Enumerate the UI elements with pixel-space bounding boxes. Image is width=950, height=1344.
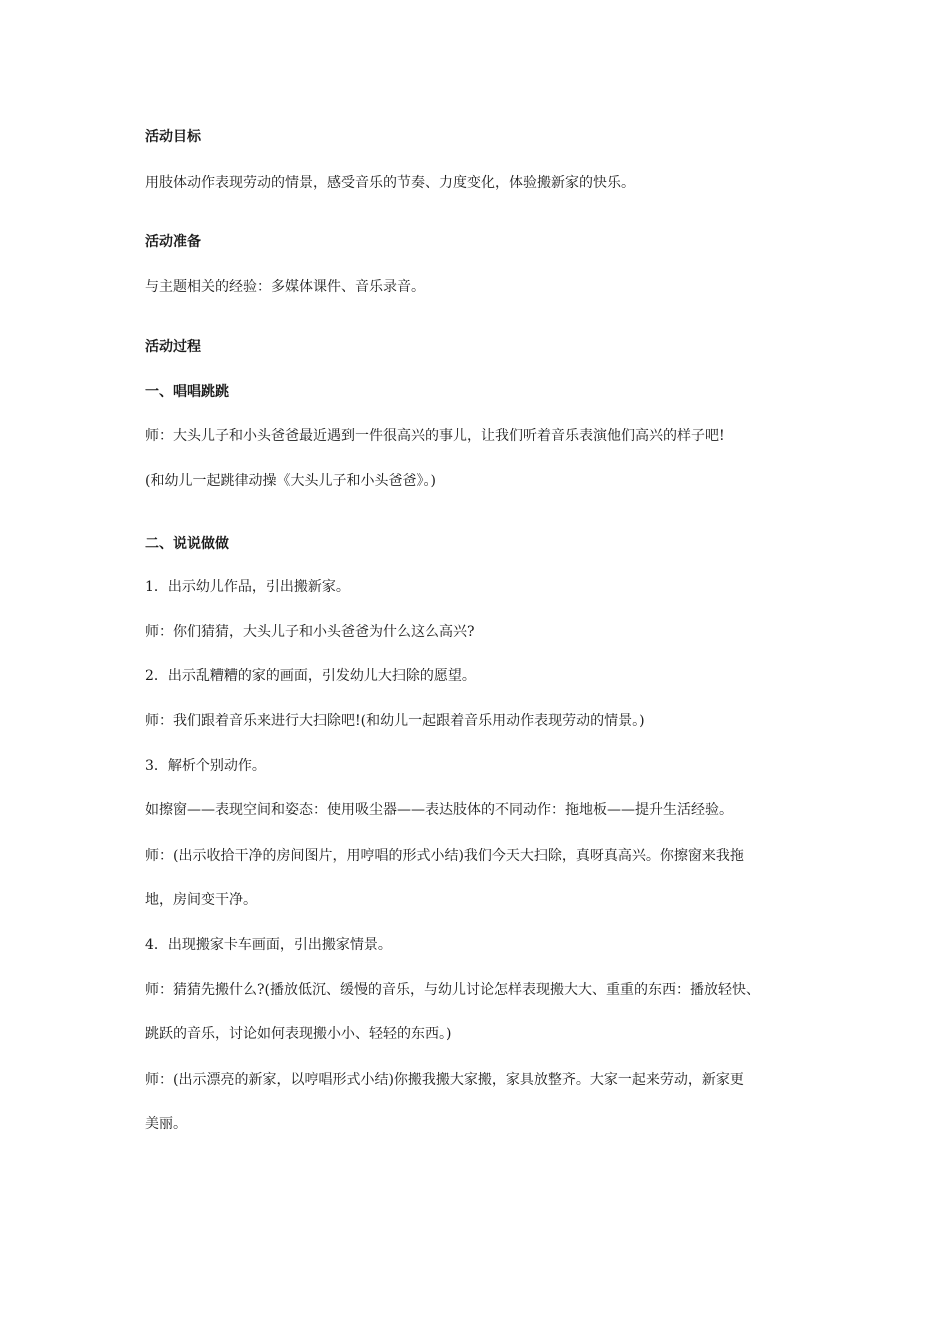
process-heading: 活动过程 [145, 339, 201, 355]
step4-summary-line2: 美丽。 [145, 1116, 187, 1132]
step4-teacher-line1: 师：猜猜先搬什么?(播放低沉、缓慢的音乐，与幼儿讨论怎样表现搬大大、重重的东西：播放轻快、 [145, 982, 760, 998]
goal-text: 用肢体动作表现劳动的情景，感受音乐的节奏、力度变化，体验搬新家的快乐。 [145, 175, 635, 191]
prep-text: 与主题相关的经验：多媒体课件、音乐录音。 [145, 279, 425, 295]
step1: 1．出示幼儿作品，引出搬新家。 [145, 579, 350, 595]
step4: 4．出现搬家卡车画面，引出搬家情景。 [145, 937, 392, 953]
step4-summary-line1: 师：(出示漂亮的新家，以哼唱形式小结)你搬我搬大家搬，家具放整齐。大家一起来劳动，新家更 [145, 1072, 744, 1088]
step3: 3．解析个别动作。 [145, 758, 266, 774]
step3-detail: 如擦窗——表现空间和姿态：使用吸尘器——表达肢体的不同动作：拖地板——提升生活经验。 [145, 802, 733, 818]
step1-teacher: 师：你们猜猜，大头儿子和小头爸爸为什么这么高兴? [145, 624, 475, 640]
part1-line1: 师：大头儿子和小头爸爸最近遇到一件很高兴的事儿，让我们听着音乐表演他们高兴的样子吧! [145, 428, 725, 444]
step3-teacher-line1: 师：(出示收拾干净的房间图片，用哼唱的形式小结)我们今天大扫除，真呀真高兴。你擦窗来我拖 [145, 848, 744, 864]
step4-teacher-line2: 跳跃的音乐，讨论如何表现搬小小、轻轻的东西。) [145, 1026, 452, 1042]
part1-heading: 一、唱唱跳跳 [145, 384, 229, 400]
step3-teacher-line2: 地，房间变干净。 [145, 892, 257, 908]
step2-teacher: 师：我们跟着音乐来进行大扫除吧!(和幼儿一起跟着音乐用动作表现劳动的情景。) [145, 713, 645, 729]
goal-heading: 活动目标 [145, 129, 201, 145]
part2-heading: 二、说说做做 [145, 536, 229, 552]
step2: 2．出示乱糟糟的家的画面，引发幼儿大扫除的愿望。 [145, 668, 476, 684]
part1-line2: (和幼儿一起跳律动操《大头儿子和小头爸爸》。) [145, 473, 436, 489]
prep-heading: 活动准备 [145, 234, 201, 250]
